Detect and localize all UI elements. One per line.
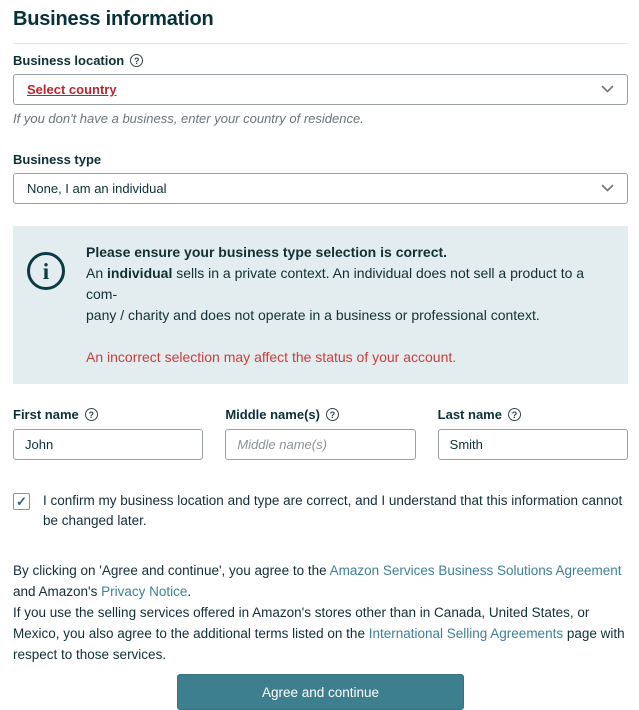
info-icon: i (27, 252, 65, 290)
business-location-helper-text: If you don't have a business, enter your country of residence. (13, 111, 364, 126)
confirmation-text: I confirm my business location and type are correct, and I understand that this information cannot be changed later. (43, 493, 623, 528)
legal-paragraph-2 (13, 602, 628, 665)
legal-text-segment: . (187, 584, 192, 599)
help-icon[interactable]: ? (85, 408, 98, 421)
title-divider (13, 43, 628, 44)
help-icon[interactable]: ? (508, 408, 521, 421)
last-name-field-group (438, 407, 628, 460)
middle-name-input[interactable] (225, 429, 415, 460)
business-type-selected-value: None, I am an individual (27, 181, 167, 196)
info-box-body (86, 263, 586, 326)
info-body-text: sells in a private context. An individual does not sell a product to a com- (86, 265, 585, 302)
legal-text-segment: By clicking on 'Agree and continue', you agree to the (13, 563, 330, 578)
info-box-warning: An incorrect selection may affect the status of your account. (86, 349, 457, 365)
middle-name-field-group (225, 407, 415, 460)
business-location-label (13, 53, 628, 68)
first-name-field-group (13, 407, 203, 460)
middle-name-label-text: Middle name(s) (225, 407, 320, 422)
legal-text-segment: page with respect to those services. (13, 626, 625, 662)
info-body-text: An (86, 265, 108, 281)
last-name-input[interactable] (438, 429, 628, 460)
agree-and-continue-button[interactable]: Agree and continue (177, 674, 464, 710)
page-title: Business information (13, 8, 214, 30)
business-type-label (13, 152, 628, 167)
info-body-bold-word: individual (107, 265, 173, 281)
info-body-text: pany / charity and does not operate in a business or professional context. (86, 307, 540, 323)
name-fields-row (13, 407, 628, 460)
business-type-select[interactable] (13, 173, 628, 204)
info-box-content (86, 242, 586, 368)
chevron-down-icon (601, 85, 614, 94)
business-solutions-agreement-link[interactable]: Amazon Services Business Solutions Agreement (329, 563, 622, 578)
middle-name-label (225, 407, 415, 422)
legal-text-segment: If you use the selling services offered in Amazon's stores other than in Canada, United States, or Mexico, you also agree to the additional terms listed on the (13, 605, 590, 641)
help-icon[interactable]: ? (326, 408, 339, 421)
business-type-label-text: Business type (13, 152, 102, 167)
international-selling-agreements-link[interactable]: International Selling Agreements (368, 626, 564, 641)
legal-paragraph-1 (13, 560, 628, 602)
business-location-selected-value: Select country (27, 82, 117, 97)
confirmation-checkbox[interactable]: ✓ (13, 493, 30, 510)
legal-text-segment: and Amazon's (13, 584, 102, 599)
last-name-label (438, 407, 628, 422)
privacy-notice-link[interactable]: Privacy Notice (101, 584, 188, 599)
chevron-down-icon (601, 184, 614, 193)
first-name-label (13, 407, 203, 422)
business-location-select[interactable] (13, 74, 628, 105)
help-icon[interactable]: ? (130, 54, 143, 67)
first-name-label-text: First name (13, 407, 79, 422)
legal-text (13, 560, 628, 665)
first-name-input[interactable] (13, 429, 203, 460)
info-box-heading: Please ensure your business type selection is correct. (86, 244, 448, 260)
confirmation-row (13, 491, 628, 531)
business-type-info-box (13, 226, 628, 384)
last-name-label-text: Last name (437, 407, 502, 422)
business-location-label-text: Business location (13, 53, 125, 68)
